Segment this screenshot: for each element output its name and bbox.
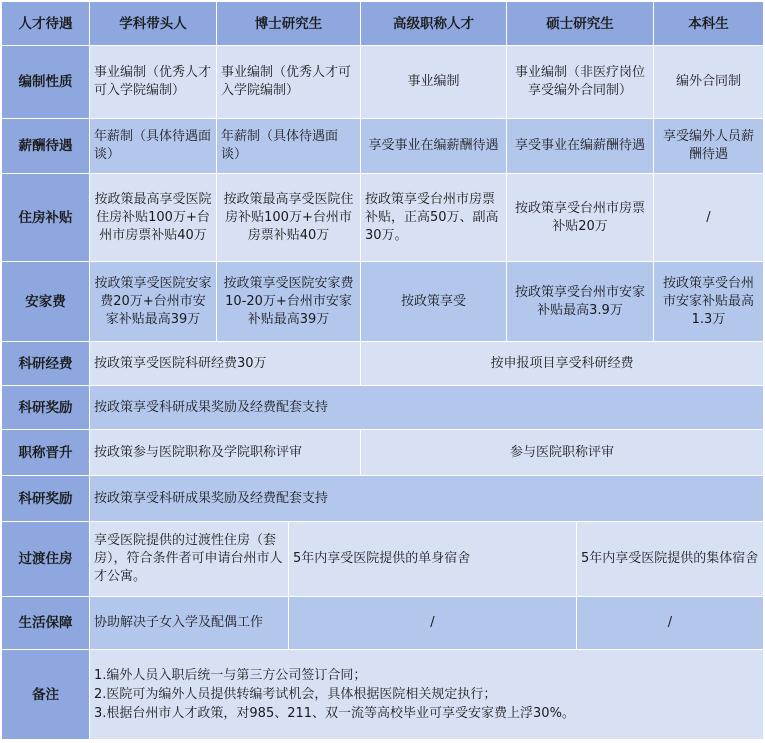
table-cell: 按申报项目享受科研经费 — [361, 342, 764, 386]
row-label-research-award: 科研奖励 — [2, 476, 90, 522]
note-line: 3.根据台州市人才政策，对985、211、双一流等高校毕业可享受安家费上浮30%。 — [94, 706, 575, 721]
table-row — [2, 342, 764, 386]
table-cell: 享受事业在编薪酬待遇 — [361, 119, 507, 174]
header-phd: 博士研究生 — [217, 2, 361, 46]
header-bachelor: 本科生 — [654, 2, 764, 46]
row-label-life-support: 生活保障 — [2, 597, 90, 650]
row-label-salary: 薪酬待遇 — [2, 119, 90, 174]
note-line: 2.医院可为编外人员提供转编考试机会，具体根据医院相关规定执行； — [94, 687, 497, 702]
table-cell: 参与医院职称评审 — [361, 430, 764, 476]
table-cell: 享受医院提供的过渡性住房（套房），符合条件者可申请台州市人才公寓。 — [90, 522, 289, 597]
table-row — [2, 650, 764, 740]
table-cell: 事业编制 — [361, 46, 507, 119]
header-senior-title: 高级职称人才 — [361, 2, 507, 46]
header-master: 硕士研究生 — [507, 2, 654, 46]
table-cell: 按政策享受台州市房票补贴20万 — [507, 174, 654, 262]
table-row — [2, 386, 764, 430]
table-cell: 5年内享受医院提供的单身宿舍 — [289, 522, 577, 597]
table-row — [2, 597, 764, 650]
header-discipline-leader: 学科带头人 — [90, 2, 217, 46]
table-cell: 按政策享受科研成果奖励及经费配套支持 — [90, 386, 764, 430]
table-row — [2, 46, 764, 119]
table-cell: 按政策享受台州市安家补贴最高3.9万 — [507, 262, 654, 342]
table-row — [2, 522, 764, 597]
table-cell: 享受编外人员薪酬待遇 — [654, 119, 764, 174]
header-category: 人才待遇 — [2, 2, 90, 46]
table-cell: 按政策享受医院科研经费30万 — [90, 342, 361, 386]
row-label-settlement: 安家费 — [2, 262, 90, 342]
table-cell: 按政策参与医院职称及学院职称评审 — [90, 430, 361, 476]
table-cell: 按政策享受台州市房票补贴，正高50万、副高30万。 — [361, 174, 507, 262]
note-line: 1.编外人员入职后统一与第三方公司签订合同； — [94, 668, 367, 683]
table-cell: 事业编制（优秀人才可入学院编制） — [217, 46, 361, 119]
row-label-research-award: 科研奖励 — [2, 386, 90, 430]
table-row — [2, 476, 764, 522]
table-cell: / — [654, 174, 764, 262]
table-cell: 编外合同制 — [654, 46, 764, 119]
table-header-row — [2, 2, 764, 46]
table-cell: 按政策最高享受医院住房补贴100万+台州市房票补贴40万 — [217, 174, 361, 262]
table-cell: 年薪制（具体待遇面谈） — [217, 119, 361, 174]
table-cell: 按政策享受科研成果奖励及经费配套支持 — [90, 476, 764, 522]
row-label-staffing: 编制性质 — [2, 46, 90, 119]
table-cell: 按政策享受 — [361, 262, 507, 342]
table-cell: 事业编制（优秀人才可入学院编制） — [90, 46, 217, 119]
table-cell: 5年内享受医院提供的集体宿舍 — [577, 522, 764, 597]
table-row — [2, 174, 764, 262]
table-row — [2, 430, 764, 476]
table-cell: 协助解决子女入学及配偶工作 — [90, 597, 289, 650]
row-label-promotion: 职称晋升 — [2, 430, 90, 476]
table-row — [2, 262, 764, 342]
table-cell: / — [289, 597, 577, 650]
row-label-research-fund: 科研经费 — [2, 342, 90, 386]
row-label-housing: 住房补贴 — [2, 174, 90, 262]
table-cell: 按政策享受医院安家费20万+台州市安家补贴最高39万 — [90, 262, 217, 342]
talent-benefits-table — [1, 1, 764, 740]
table-cell: 按政策享受医院安家费10-20万+台州市安家补贴最高39万 — [217, 262, 361, 342]
table-cell: 按政策最高享受医院住房补贴100万+台州市房票补贴40万 — [90, 174, 217, 262]
table-cell: / — [577, 597, 764, 650]
row-label-transition-housing: 过渡住房 — [2, 522, 90, 597]
table-row — [2, 119, 764, 174]
table-cell: 事业编制（非医疗岗位享受编外合同制） — [507, 46, 654, 119]
table-cell: 年薪制（具体待遇面谈） — [90, 119, 217, 174]
table-cell: 享受事业在编薪酬待遇 — [507, 119, 654, 174]
table-cell: 按政策享受台州市安家补贴最高1.3万 — [654, 262, 764, 342]
row-label-notes: 备注 — [2, 650, 90, 740]
notes-cell — [90, 650, 764, 740]
